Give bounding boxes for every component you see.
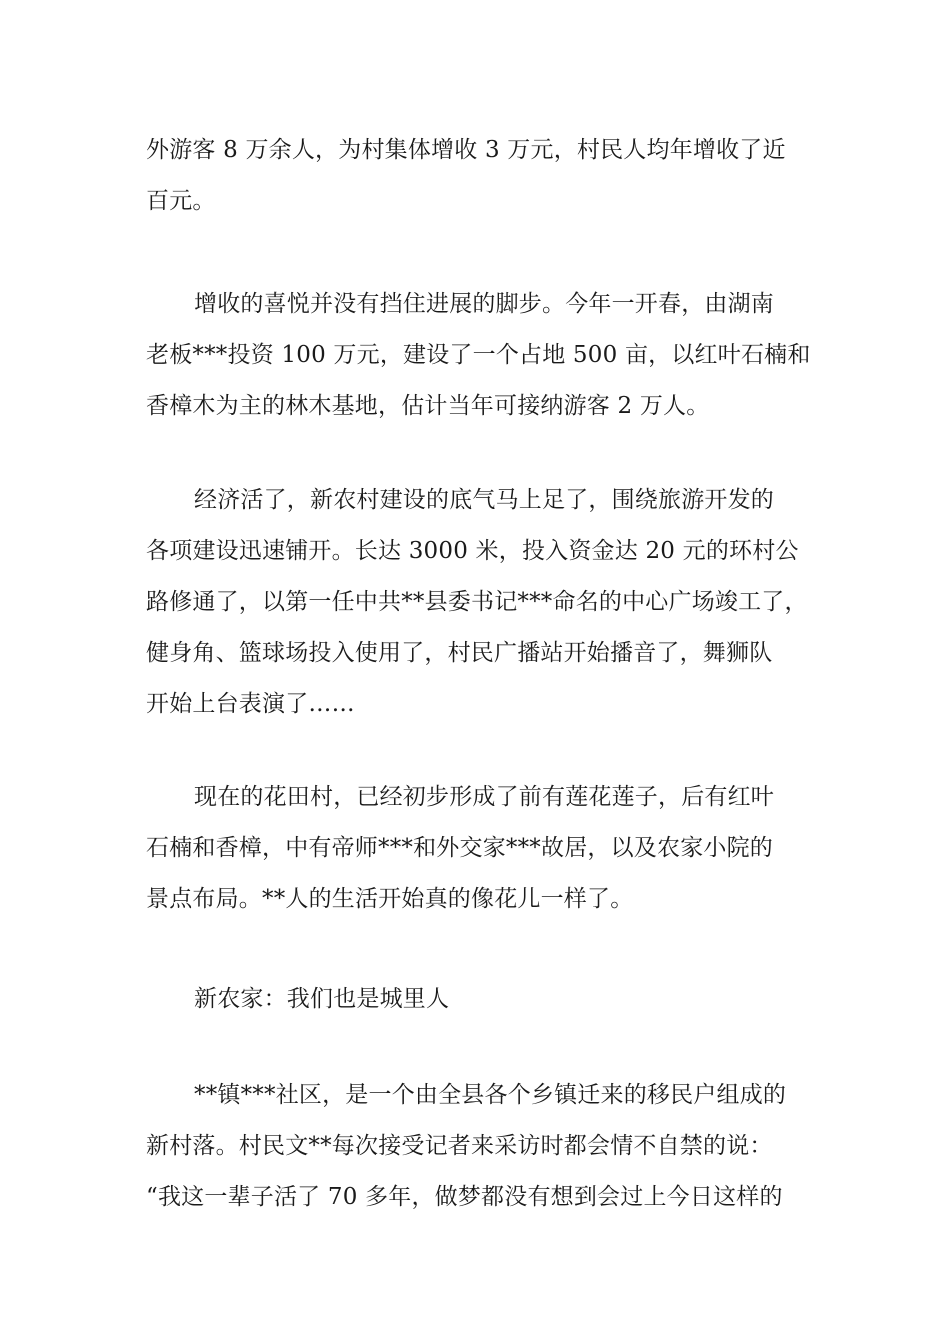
- text-line: 开始上台表演了……: [146, 691, 355, 717]
- paragraph-first-line: **镇***社区，是一个由全县各个乡镇迁来的移民户组成的: [194, 1082, 787, 1108]
- text-line: 老板***投资 100 万元，建设了一个占地 500 亩，以红叶石楠和: [146, 342, 811, 368]
- text-line: 路修通了，以第一任中共**县委书记***命名的中心广场竣工了，: [146, 589, 808, 615]
- text-line: 百元。: [146, 188, 216, 214]
- section-heading: 新农家：我们也是城里人: [194, 986, 450, 1012]
- text-line: 健身角、篮球场投入使用了，村民广播站开始播音了，舞狮队: [146, 640, 773, 666]
- text-line: 景点布局。**人的生活开始真的像花儿一样了。: [146, 886, 634, 912]
- paragraph-first-line: 增收的喜悦并没有挡住进展的脚步。今年一开春，由湖南: [194, 291, 774, 317]
- text-line: 外游客 8 万余人，为村集体增收 3 万元，村民人均年增收了近: [146, 137, 786, 163]
- paragraph-first-line: 经济活了，新农村建设的底气马上足了，围绕旅游开发的: [194, 487, 774, 513]
- text-line: 各项建设迅速铺开。长达 3000 米，投入资金达 20 元的环村公: [146, 538, 799, 564]
- paragraph-first-line: 现在的花田村，已经初步形成了前有莲花莲子，后有红叶: [194, 784, 774, 810]
- text-line: 新村落。村民文**每次接受记者来采访时都会情不自禁的说：: [146, 1133, 773, 1159]
- text-line: 香樟木为主的林木基地，估计当年可接纳游客 2 万人。: [146, 393, 710, 419]
- text-line: “我这一辈子活了 70 多年，做梦都没有想到会过上今日这样的: [146, 1184, 783, 1210]
- text-line: 石楠和香樟，中有帝师***和外交家***故居，以及农家小院的: [146, 835, 773, 861]
